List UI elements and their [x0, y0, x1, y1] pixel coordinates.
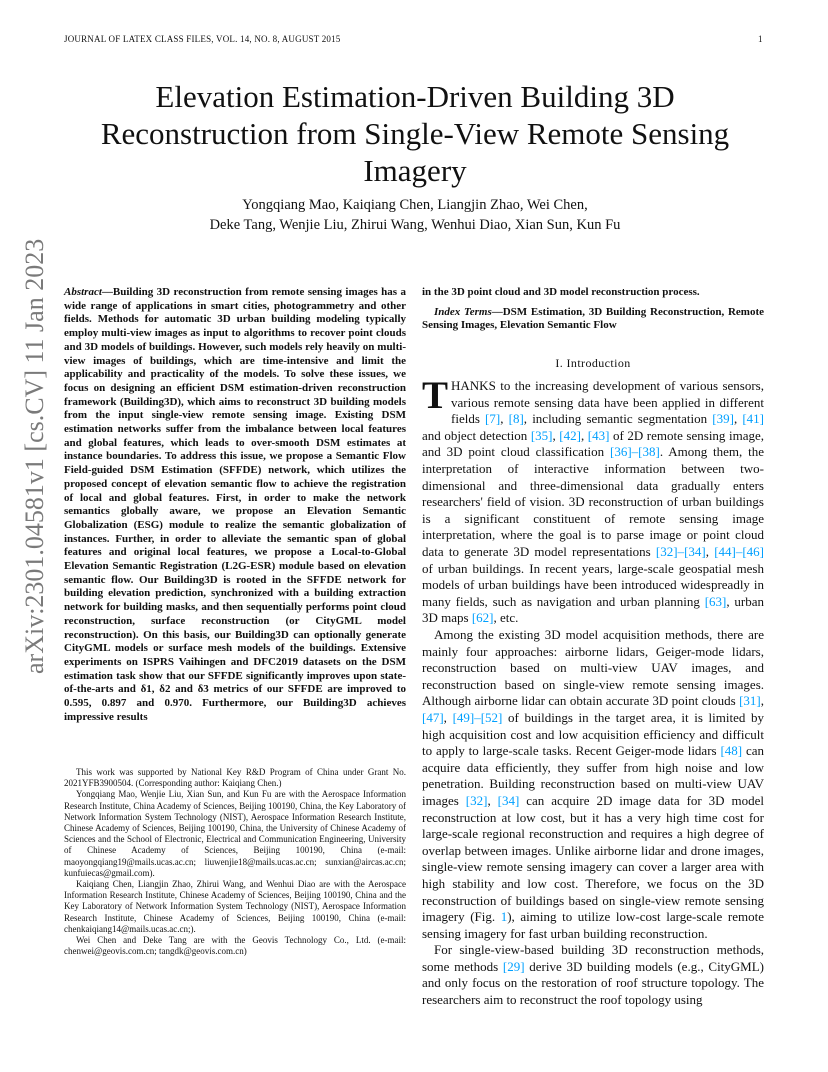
text-run: can acquire 2D image data for 3D model reconstruction at low cost, but it has a very high time cost for large-scale regional reconstruction and requires a high degree of overlap between images. Unlike airborne lidar and drone images, single-view remote sensing imagery can cover a larger area with high stability and low cost. Therefore, we focus on the 3D reconstruction of buildings based on single-view remote sensing imagery (Fig.: [422, 792, 765, 925]
citation-link[interactable]: [48]: [720, 743, 743, 759]
paper-title: Elevation Estimation-Driven Building 3D Reconstruction from Single-View Remote Sensing Imagery: [100, 79, 730, 188]
text-run: , etc.: [493, 610, 519, 626]
author-line: Yongqiang Mao, Kaiqiang Chen, Liangjin Zhao, Wei Chen,: [242, 197, 588, 213]
citation-link[interactable]: [8]: [508, 411, 524, 427]
citation-link[interactable]: [7]: [485, 411, 501, 427]
citation-link[interactable]: [34]: [497, 792, 520, 808]
text-run: ,: [500, 411, 509, 427]
text-run: of 2D remote sensing image, and 3D point cloud classification: [422, 427, 764, 460]
text-run: . Among them, the interpretation of interactive information between two-dimensional and three-dimensional data gradually enters researchers' field of vision. 3D reconstruction of urban buildings is a significant constituent of remote sensing image interpretation, where the goal is to parse image or point cloud data to generate 3D model representations: [422, 444, 764, 560]
citation-link[interactable]: [62]: [471, 610, 494, 626]
citation-link[interactable]: [36]–[38]: [610, 444, 660, 460]
citation-link[interactable]: [35]: [530, 427, 553, 443]
index-terms-text: —DSM Estimation, 3D Building Reconstruction, Remote Sensing Images, Elevation Semantic Flow: [422, 305, 765, 332]
text-run: of urban buildings. In recent years, large-scale geospatial mesh models of urban buildings have been introduced widespreadly in many fields, such as navigation and urban planning: [422, 560, 764, 609]
footnote: Wei Chen and Deke Tang are with the Geovis Technology Co., Ltd. (e-mail: chenwei@geovis.com.cn; tangdk@geovis.com.cn): [64, 935, 406, 957]
citation-link[interactable]: [47]: [422, 709, 444, 725]
abstract-continued: in the 3D point cloud and 3D model reconstruction process.: [422, 286, 700, 298]
text-run: can acquire data efficiently, they suffer from high noise and low penetration. Building reconstruction based on multi-view UAV images: [422, 743, 764, 808]
text-run: ,: [443, 709, 453, 725]
citation-link[interactable]: [31]: [739, 693, 761, 709]
text-run: Among the existing 3D model acquisition methods, there are mainly four approaches: airborne lidars, Geiger-mode lidars, reconstruction based on multi-view UAV images, and reconstruction based on single-view remote sensing images. Although airborne lidar can obtain accurate 3D point clouds: [422, 627, 764, 709]
arxiv-stamp: arXiv:2301.04581v1 [cs.CV] 11 Jan 2023: [20, 238, 49, 674]
page-number: 1: [758, 34, 763, 44]
citation-link[interactable]: [32]: [465, 792, 488, 808]
abstract: [64, 286, 406, 725]
citation-link[interactable]: [41]: [742, 411, 765, 427]
intro-paragraph-3: [422, 942, 764, 1008]
citation-link[interactable]: [42]: [559, 427, 581, 443]
footnote: This work was supported by National Key R&D Program of China under Grant No. 2021YFB3900504. (Corresponding author: Kaiqiang Chen.): [64, 767, 406, 789]
text-run: ,: [705, 544, 715, 560]
drop-cap: T: [422, 374, 449, 418]
text-run: ,: [487, 792, 498, 808]
text-run: ,: [552, 427, 560, 443]
citation-link[interactable]: [32]–[34]: [655, 544, 706, 560]
footnote: Yongqiang Mao, Wenjie Liu, Xian Sun, and Kun Fu are with the Aerospace Information Research Institute, China Academy of Sciences, Beijing 100190, China, the Key Laboratory of Network Information System Technology (NIST), Aerospace Information Research Institute, Chinese Academy of Sciences, Beijing 100190, China, the University of Chinese Academy of Sciences and the School of Electronic, Electrical and Communication Engineering, University of Chinese Academy of Sciences, Beijing 100190, China (e-mail: maoyongqiang19@mails.ucas.ac.cn; liuwenjie18@mails.ucas.ac.cn; sunxian@aircas.ac.cn; kunfuiecas@gmail.com).: [64, 789, 406, 878]
intro-paragraph-2: [422, 627, 764, 942]
right-column: [422, 286, 764, 1009]
footnotes: [64, 767, 406, 957]
index-terms-lead: Index Terms: [434, 305, 492, 318]
text-run: , including semantic segmentation: [523, 411, 713, 427]
running-header: JOURNAL OF LATEX CLASS FILES, VOL. 14, NO. 8, AUGUST 2015: [64, 34, 341, 44]
footnote: Kaiqiang Chen, Liangjin Zhao, Zhirui Wang, and Wenhui Diao are with the Aerospace Information Research Institute, Chinese Academy of Sciences, Beijing 100190, China and the Key Laboratory of Network Information System Technology (NIST), Aerospace Information Research Institute, Chinese Academy of Sciences, Beijing 100190, China (e-mail: chenkaiqiang14@mails.ucas.ac.cn;).: [64, 879, 406, 934]
author-line: Deke Tang, Wenjie Liu, Zhirui Wang, Wenhui Diao, Xian Sun, Kun Fu: [209, 216, 621, 233]
abstract-text: —Building 3D reconstruction from remote sensing images has a wide range of applications in smart cities, photogrammetry and other fields. Methods for automatic 3D urban building modeling typically employ multi-view images as input to algorithms to recover point clouds and 3D models of buildings. However, such models rely heavily on multi-view images of buildings, which are time-intensive and limit the applicability and practicality of the models. To solve these issues, we focus on designing an efficient DSM estimation-driven reconstruction framework (Building3D), which aims to reconstruct 3D building models from the input single-view remote sensing image. Existing DSM estimation networks suffer from the imbalance between local features and global features, which leads to over-smooth DSM estimates at instance boundaries. To address this issue, we propose a Semantic Flow Field-guided DSM Estimation (SFFDE) network, which utilizes the proposed concept of elevation semantic flow to achieve the registration of local and global features. First, in order to make the network semantics globally aware, we propose an Elevation Semantic Globalization (ESG) module to realize the semantic globalization of instances. Further, in order to alleviate the semantic span of global features and original local features, we propose a Local-to-Global Elevation Semantic Registration (L2G-ESR) module based on elevation semantic flow. Our Building3D is rooted in the SFFDE network for building elevation prediction, synchronized with a building extraction network for building masks, and then sequentially performs point cloud reconstruction, surface reconstruction (or CityGML model reconstruction). On this basis, our Building3D can optionally generate CityGML models or surface mesh models of the buildings. Extensive experiments on ISPRS Vaihingen and DFC2019 datasets on the DSM estimation task show that our SFFDE significantly improves upon state-of-the-arts and δ1, δ2 and δ3 metrics of our SFFDE are improved to 0.595, 0.897 and 0.970. Furthermore, our Building3D achieves impressive results: [64, 286, 406, 723]
text-run: ,: [580, 427, 588, 443]
intro-paragraph-1: [422, 374, 765, 627]
citation-link[interactable]: [49]–[52]: [452, 709, 503, 725]
section-heading: I. Introduction: [555, 356, 631, 371]
citation-link[interactable]: [63]: [704, 593, 727, 609]
text-run: ,: [760, 693, 764, 709]
citation-link[interactable]: [43]: [587, 427, 610, 443]
text-run: of buildings in the target area, it is limited by high acquisition cost and low acquisition efficiency and difficult to apply to large-scale tasks. Recent Geiger-mode lidars: [422, 709, 764, 759]
text-run: ), aiming to utilize low-cost large-scale remote sensing imagery for fast urban building reconstruction.: [422, 909, 765, 941]
text-run: ,: [733, 411, 743, 427]
text-run: , urban 3D maps: [422, 593, 764, 626]
figure-link[interactable]: 1: [500, 909, 508, 925]
text-run: HANKS to the increasing development of various sensors, various remote sensing data have been applied in different fields: [451, 378, 764, 427]
index-terms: [422, 306, 764, 333]
citation-link[interactable]: [39]: [712, 411, 734, 427]
author-list: [70, 196, 760, 235]
abstract-lead: Abstract: [64, 286, 102, 298]
citation-link[interactable]: [44]–[46]: [714, 544, 765, 560]
citation-link[interactable]: [29]: [502, 958, 525, 974]
text-run: derive 3D building models (e.g., CityGML) and only focus on the restoration of roof structure topology. The researchers aim to reconstruct the roof topology using: [422, 958, 765, 1008]
text-run: and object detection: [422, 427, 531, 443]
left-column: [64, 286, 406, 725]
text-run: For single-view-based building 3D reconstruction methods, some methods: [422, 942, 764, 974]
